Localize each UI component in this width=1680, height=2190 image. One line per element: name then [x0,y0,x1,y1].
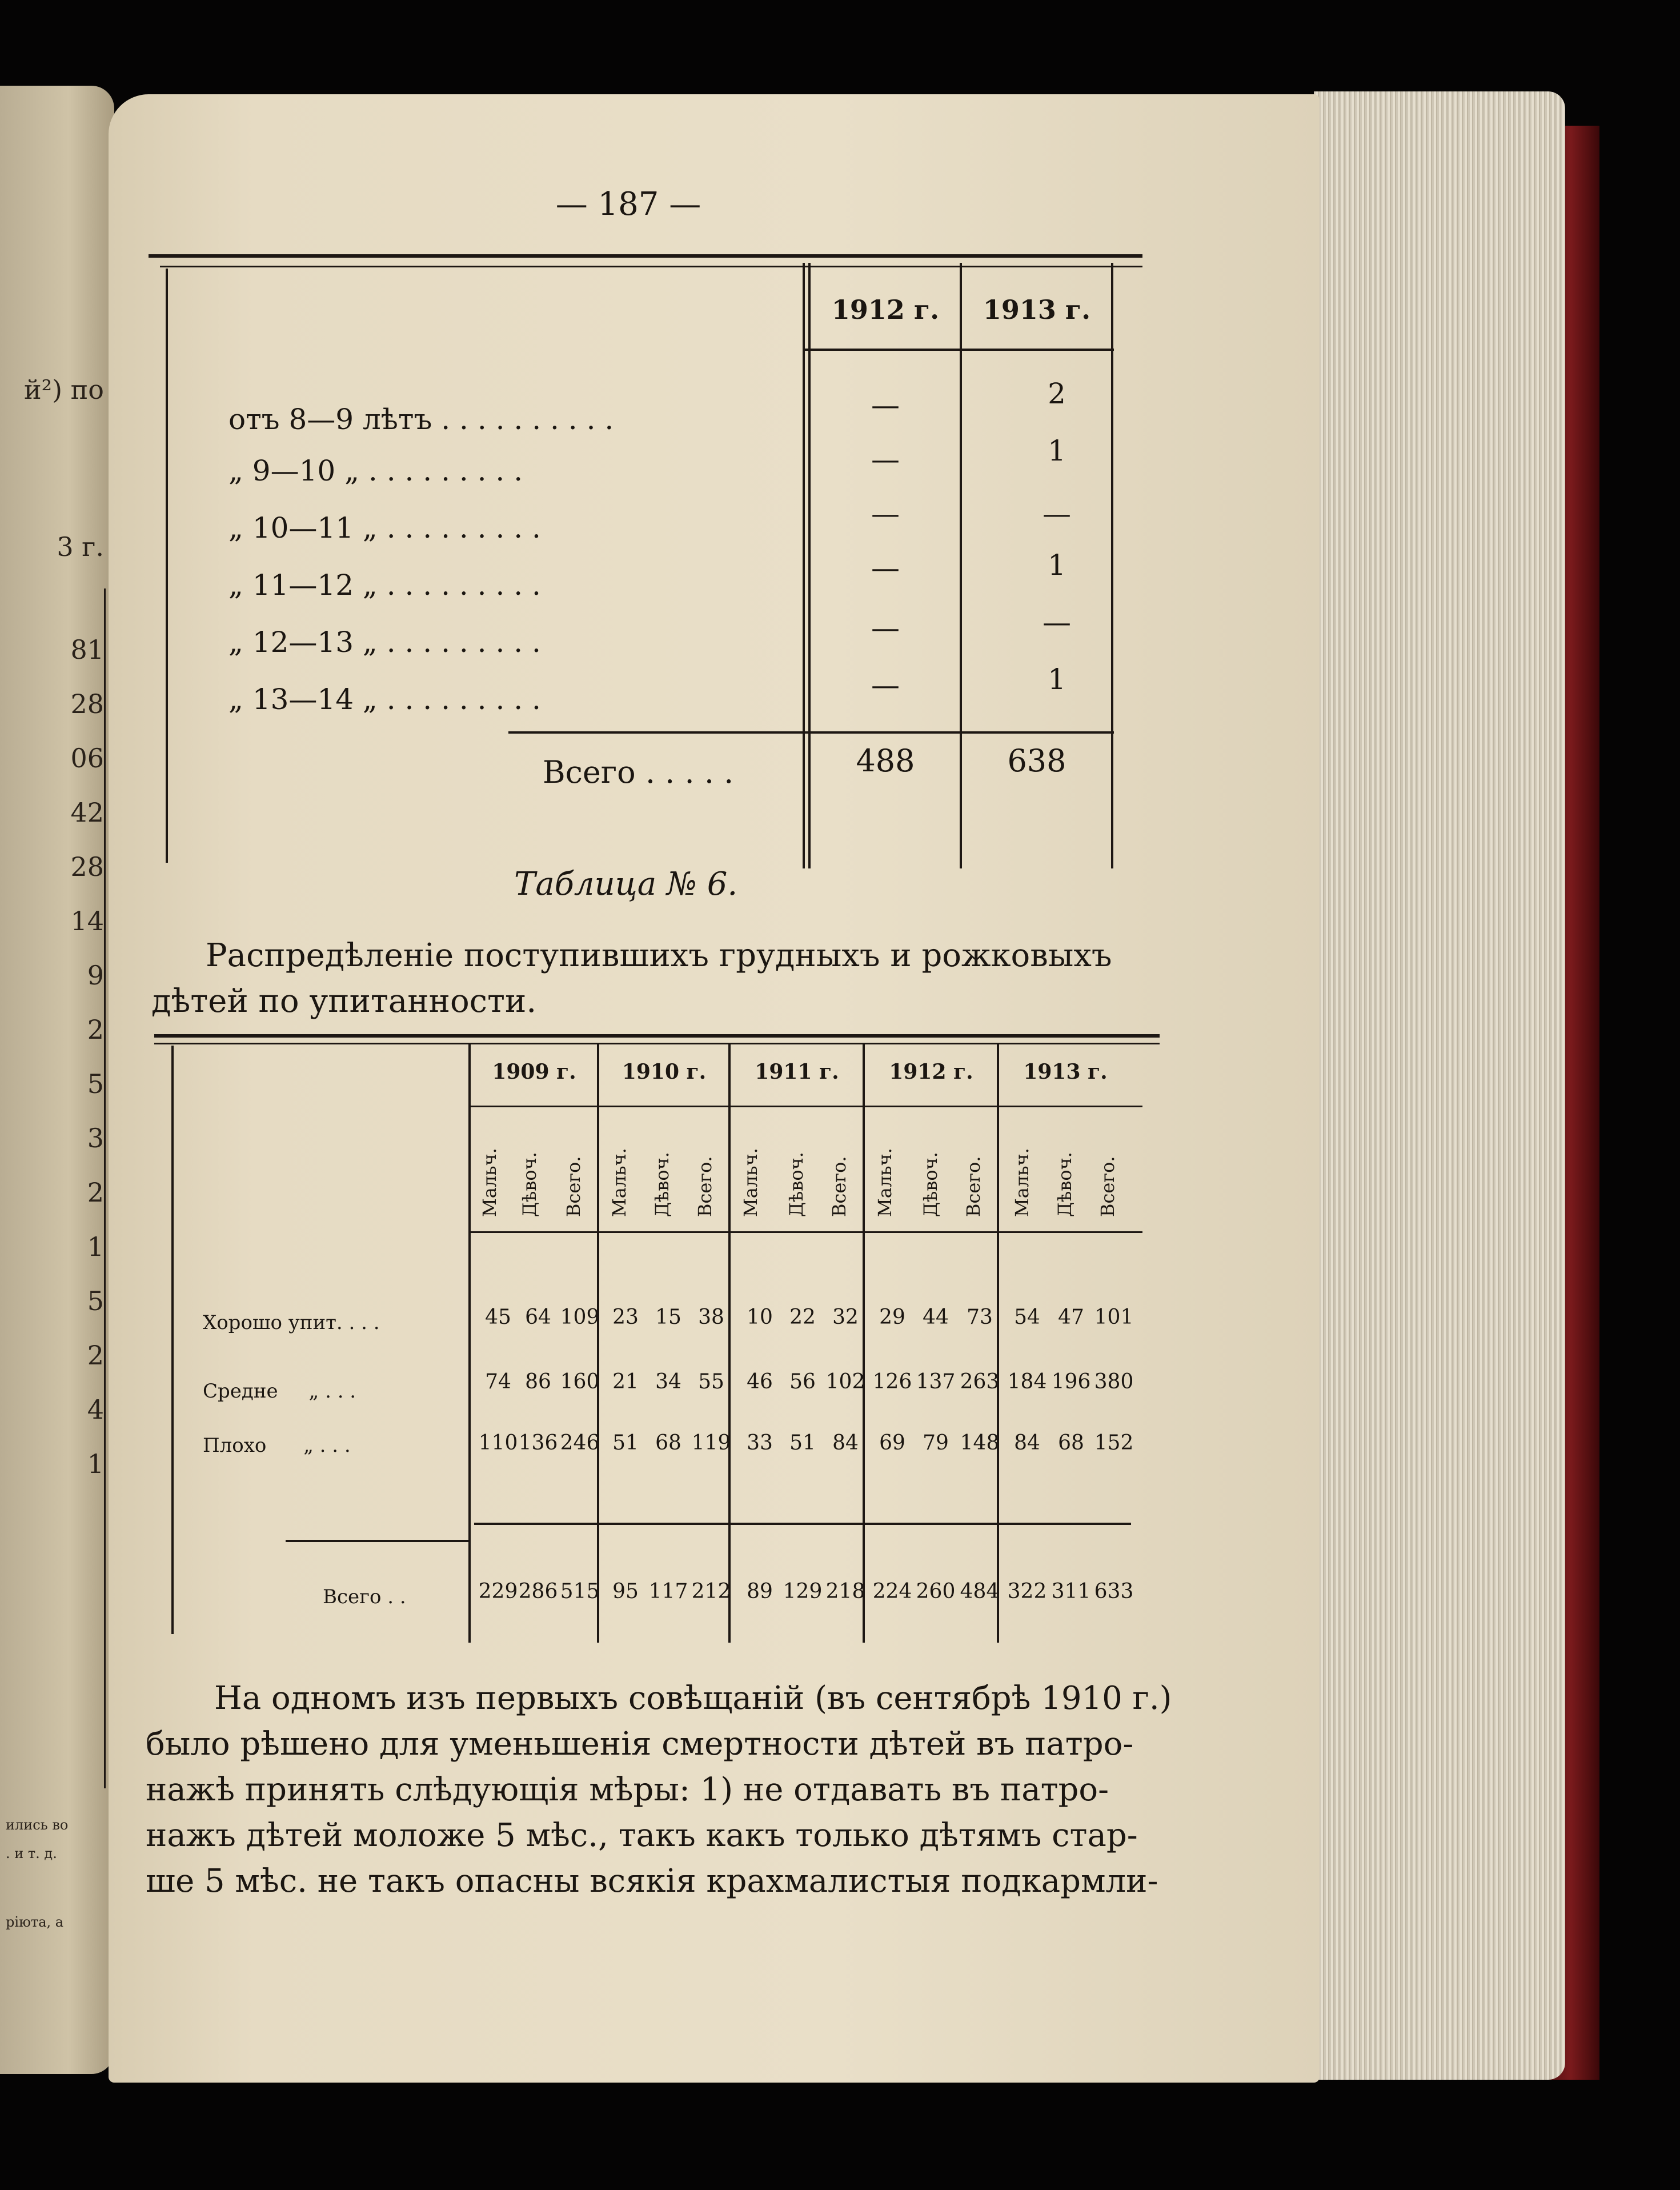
table-left-border [166,269,168,863]
table-cell: 69 [879,1431,905,1455]
table-cell: 10 [747,1306,773,1329]
subheader-total: Всего. [963,1156,984,1217]
page-number: — 187 — [555,186,701,223]
paragraph-line: ше 5 мѣс. не такъ опасны всякія крахмалистыя подкармли- [146,1863,1158,1900]
left-margin-text: 28 [70,851,104,882]
paragraph-line: На одномъ изъ первыхъ совѣщаній (въ сентябрѣ 1910 г.) [214,1680,1172,1717]
row-label-poor: Плохо „ . . . [203,1434,351,1457]
table-caption: Таблица № 6. [514,866,738,903]
table-top-rule [149,254,1142,258]
table-cell: — [1043,606,1071,639]
table-cell: 86 [525,1370,551,1394]
table-cell: 38 [698,1306,724,1329]
year-header: 1910 г. [622,1060,707,1084]
table-cell: 152 [1094,1431,1134,1455]
paragraph-line: было рѣшено для уменьшенія смертности дѣтей въ патро- [146,1725,1134,1763]
table-cell: 54 [1014,1306,1040,1329]
table-cell: 184 [1007,1370,1047,1394]
table-cell: 51 [612,1431,639,1455]
table-cell: — [871,668,900,702]
total-cell: 229 [478,1580,518,1603]
paragraph-line: нажѣ принять слѣдующія мѣры: 1) не отдавать въ патро- [146,1771,1109,1808]
table-heading: дѣтей по упитанности. [151,983,537,1020]
left-margin-text: 28 [70,688,104,719]
column-header-1913: 1913 г. [983,294,1091,325]
table-top-rule-2 [160,266,1142,267]
table-cell: 101 [1094,1306,1134,1329]
table-cell: 136 [518,1431,558,1455]
table-heading: Распредѣленіе поступившихъ грудныхъ и рожковыхъ [206,937,1112,974]
subheader-total: Всего. [1097,1156,1118,1217]
left-margin-text: й²) по [23,374,104,405]
book-page-edges [1314,91,1565,2080]
left-margin-note: . и т. д. [6,1845,57,1861]
table6-year-divider [728,1043,731,1643]
table-total-label: Всего . . . . . [543,754,734,790]
row-label-total: Всего . . [323,1586,406,1608]
left-margin-text: 5 [87,1068,104,1099]
left-margin-text: 1 [87,1448,104,1479]
year-header: 1912 г. [889,1060,973,1084]
table-cell: 1 [1048,663,1066,696]
table-cell: — [871,497,900,530]
subheader-girls: Дѣвоч. [651,1152,673,1217]
table-cell: 196 [1051,1370,1091,1394]
subheader-girls: Дѣвоч. [920,1152,941,1217]
table-total-rule [508,731,1114,734]
table-cell: 84 [832,1431,859,1455]
left-margin-text: 3 [87,1123,104,1154]
table6-year-rule [468,1106,1142,1107]
table6-top-rule-2 [154,1043,1160,1044]
table-cell: 380 [1094,1370,1134,1394]
subheader-girls: Дѣвоч. [785,1152,807,1217]
total-cell: 95 [612,1580,639,1603]
table-cell: 160 [560,1370,600,1394]
left-margin-text: 9 [87,960,104,991]
table-cell: 44 [923,1306,949,1329]
table6-year-divider [863,1043,865,1643]
table-cell: 119 [691,1431,731,1455]
table-cell: 137 [916,1370,956,1394]
table-cell: 21 [612,1370,639,1394]
subheader-boys: Мальч. [1011,1148,1033,1217]
table-cell: 1 [1048,548,1066,582]
table-row-label: „ 13—14 „ . . . . . . . . . [228,683,541,716]
table6-column-divider [468,1043,471,1643]
table6-year-divider [997,1043,999,1643]
table-cell: 2 [1048,377,1066,410]
subheader-boys: Мальч. [479,1148,500,1217]
left-margin-text: 4 [87,1394,104,1425]
table-cell: 102 [825,1370,865,1394]
table-row-label: „ 12—13 „ . . . . . . . . . [228,626,541,659]
table-cell: 148 [960,1431,1000,1455]
table-total-1913: 638 [1007,743,1066,779]
table-row-label: „ 9—10 „ . . . . . . . . . [228,454,523,487]
table-row-label: „ 10—11 „ . . . . . . . . . [228,511,541,545]
year-header: 1909 г. [492,1060,576,1084]
total-cell: 117 [648,1580,688,1603]
total-cell: 260 [916,1580,956,1603]
table-cell: 46 [747,1370,773,1394]
table-cell: 246 [560,1431,600,1455]
table-cell: — [871,551,900,584]
year-header: 1911 г. [755,1060,839,1084]
table-cell: 79 [923,1431,949,1455]
left-margin-text: 2 [87,1177,104,1208]
left-margin-text: 42 [70,797,104,828]
table-cell: 55 [698,1370,724,1394]
left-margin-note: ріюта, а [6,1914,64,1930]
left-margin-note: ились во [6,1817,69,1833]
table-cell: 15 [655,1306,681,1329]
table6-subheader-rule [468,1231,1142,1233]
table-cell: 84 [1014,1431,1040,1455]
total-cell: 322 [1007,1580,1047,1603]
left-margin-text: 5 [87,1286,104,1316]
table-cell: 47 [1058,1306,1084,1329]
table-cell: 22 [789,1306,816,1329]
total-cell: 515 [560,1580,600,1603]
table6-year-divider [597,1043,599,1643]
table-cell: — [871,443,900,476]
total-cell: 311 [1051,1580,1091,1603]
paragraph-line: нажъ дѣтей моложе 5 мѣс., такъ какъ только дѣтямъ стар- [146,1817,1138,1854]
left-margin-text: 2 [87,1014,104,1045]
subheader-total: Всего. [828,1156,850,1217]
left-margin-text: 3 г. [57,531,104,562]
row-label-average: Средне „ . . . [203,1380,356,1403]
table-cell: 73 [967,1306,993,1329]
table-cell: 32 [832,1306,859,1329]
left-margin-text: 2 [87,1340,104,1371]
table-cell: 263 [960,1370,1000,1394]
total-cell: 633 [1094,1580,1134,1603]
left-margin-text: 81 [70,634,104,665]
table-cell: 74 [485,1370,511,1394]
table-cell: — [871,611,900,644]
total-cell: 89 [747,1580,773,1603]
column-header-1912: 1912 г. [831,294,940,325]
table6-total-rule [474,1523,1131,1525]
table-total-1912: 488 [856,743,915,779]
subheader-total: Всего. [694,1156,716,1217]
table-cell: — [1043,497,1071,530]
subheader-boys: Мальч. [874,1148,896,1217]
subheader-girls: Дѣвоч. [1054,1152,1076,1217]
table-cell: 68 [1058,1431,1084,1455]
year-header: 1913 г. [1023,1060,1108,1084]
table-cell: — [871,389,900,422]
left-page-fragment [0,86,114,2074]
left-page-rule [104,588,106,1788]
table-cell: 33 [747,1431,773,1455]
subheader-girls: Дѣвоч. [519,1152,540,1217]
left-margin-text: 06 [70,743,104,774]
total-cell: 224 [872,1580,912,1603]
subheader-total: Всего. [563,1156,584,1217]
total-cell: 484 [960,1580,1000,1603]
table-row-label: отъ 8—9 лѣтъ . . . . . . . . . . [228,403,614,436]
table6-top-rule [154,1034,1160,1038]
table-cell: 68 [655,1431,681,1455]
total-cell: 212 [691,1580,731,1603]
table6-left-border [171,1046,174,1634]
table-cell: 29 [879,1306,905,1329]
table-cell: 51 [789,1431,816,1455]
left-margin-text: 14 [70,906,104,936]
table-cell: 110 [478,1431,518,1455]
subheader-boys: Мальч. [608,1148,630,1217]
table-cell: 64 [525,1306,551,1329]
left-margin-text: 1 [87,1231,104,1262]
total-cell: 286 [518,1580,558,1603]
table-cell: 126 [872,1370,912,1394]
total-cell: 218 [825,1580,865,1603]
table-cell: 45 [485,1306,511,1329]
table-cell: 109 [560,1306,600,1329]
table-cell: 34 [655,1370,681,1394]
subheader-boys: Мальч. [740,1148,761,1217]
table-row-label: „ 11—12 „ . . . . . . . . . [228,568,541,602]
table6-total-rule [286,1540,468,1542]
table-cell: 56 [789,1370,816,1394]
row-label-good: Хорошо упит. . . . [203,1311,380,1334]
total-cell: 129 [783,1580,823,1603]
table-header-rule [803,349,1114,351]
table-cell: 23 [612,1306,639,1329]
table-cell: 1 [1048,434,1066,467]
